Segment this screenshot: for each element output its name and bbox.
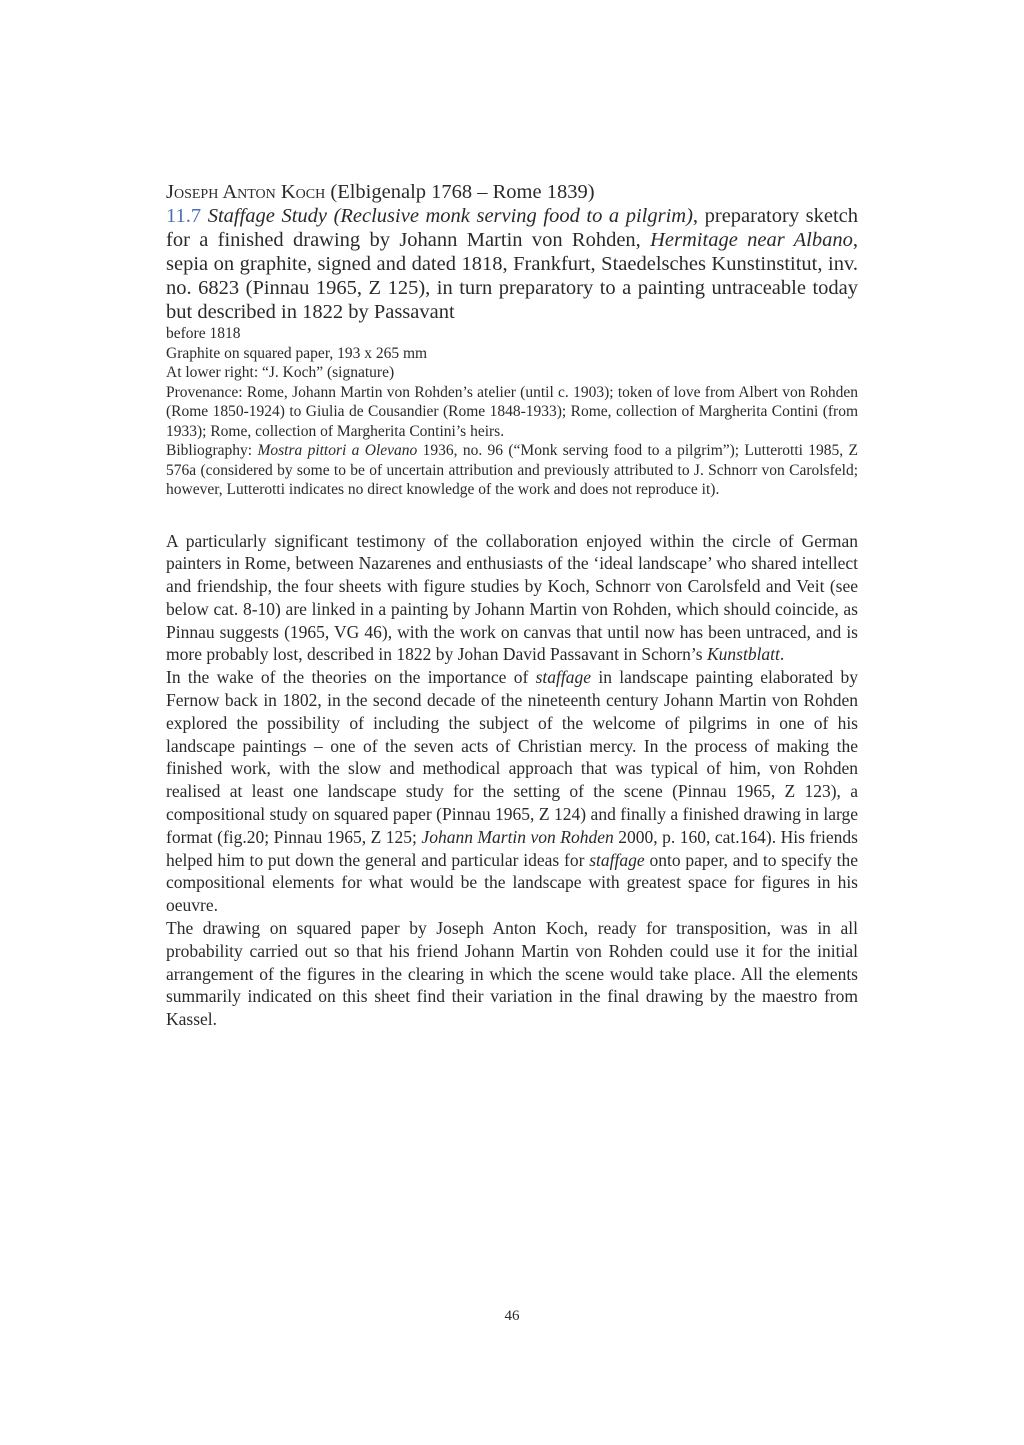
italic-term: staffage <box>535 667 592 688</box>
artist-dates: (Elbigenalp 1768 – Rome 1839) <box>325 181 595 203</box>
paragraph-text: A particularly significant testimony of the collaboration enjoyed within the circle of German painters in Rome, between Nazarenes and enthusiasts of the ‘ideal landscape’ who shared intellect and friendship, the four sheets with figure studies by Koch, Schnorr von Carolsfeld and Veit (see below cat. 8-10) are linked in a painting by Johann Martin von Rohden, which should coincide, as Pinnau suggests (1965, VG 46), with the work on canvas that until now has been untraced, and is more probably lost, described in 1822 by Johan David Passavant in Schorn’s <box>166 530 858 665</box>
related-work-title: Hermitage near Albano <box>650 229 853 251</box>
work-inscription: At lower right: “J. Koch” (signature) <box>166 364 395 381</box>
artist-name: Joseph Anton Koch <box>166 181 326 203</box>
paragraph-1 <box>166 530 858 667</box>
catalogue-number: 11.7 <box>166 205 202 227</box>
paragraph-3: The drawing on squared paper by Joseph Anton Koch, ready for transposition, was in all probability carried out so that his friend Johann Martin von Rohden could use it for the initial arrangement of the figures in the clearing in which the scene would take place. All the elements summarily indicated on this sheet find their variation in the final drawing by the maestro from Kassel. <box>166 918 858 1030</box>
bibliography-label: Bibliography: <box>166 442 258 459</box>
bibliography-text: 1936, no. 96 (“Monk serving food to a pilgrim”); Lutterotti 1985, Z 576a (considered by some to be of uncertain attribution and previously attributed to J. Schnorr von Carolsfeld; however, Lutterotti indicates no direct knowledge of the work and does not reproduce it). <box>166 442 858 498</box>
catalogue-entry <box>166 204 858 324</box>
paragraph-2 <box>166 666 858 917</box>
journal-title: Kunstblatt <box>706 644 780 665</box>
page-number: 46 <box>504 1308 520 1324</box>
paragraph-text: 2000, p. 160, cat.164). His friends helped him to put down the general and particular ideas for <box>166 826 858 870</box>
paragraph-text: onto paper, and to specify the compositional elements for what would be the landscape with greatest space for figures in his oeuvre. <box>166 849 859 916</box>
catalogue-metadata <box>166 324 858 500</box>
work-bibliography <box>166 441 858 500</box>
paragraph-text: . <box>779 644 785 665</box>
paragraph-text: In the wake of the theories on the importance of <box>166 667 536 688</box>
work-medium: Graphite on squared paper, 193 x 265 mm <box>166 344 428 362</box>
work-title: Staffage Study (Reclusive monk serving food to a pilgrim) <box>207 205 693 227</box>
publication-title: Johann Martin von Rohden <box>421 826 614 847</box>
essay-body <box>166 530 858 1032</box>
paragraph-text: in landscape painting elaborated by Fernow back in 1802, in the second decade of the nineteenth century Johann Martin von Rohden explored the possibility of including the subject of the welcome of pilgrims in one of his landscape paintings – one of the seven acts of Christian mercy. In the process of making the finished work, with the slow and methodical approach that was typical of him, von Rohden realised at least one landscape study for the setting of the scene (Pinnau 1965, Z 123), a compositional study on squared paper (Pinnau 1965, Z 124) and finally a finished drawing in large format (fig.20; Pinnau 1965, Z 125; <box>166 667 858 847</box>
work-date: before 1818 <box>166 325 241 342</box>
italic-term: staffage <box>589 849 645 870</box>
artist-heading <box>166 180 858 204</box>
entry-description-2: , sepia on graphite, signed and dated 1818, Frankfurt, Staedelsches Kunstinstitut, inv. no. 6823 (Pinnau 1965, Z 125), in turn preparatory to a painting untraceable today but described in 1822 by Passavant <box>166 229 858 323</box>
bibliography-title: Mostra pittori a Olevano <box>257 442 418 459</box>
work-provenance: Provenance: Rome, Johann Martin von Rohden’s atelier (until c. 1903); token of love from Albert von Rohden (Rome 1850-1924) to Giulia de Cousandier (Rome 1848-1933); Rome, collection of Margherita Contini (from 1933); Rome, collection of Margherita Contini’s heirs. <box>166 383 858 440</box>
entry-description-1: , preparatory sketch for a finished drawing by Johann Martin von Rohden, <box>166 205 859 251</box>
page-content <box>166 180 858 1031</box>
